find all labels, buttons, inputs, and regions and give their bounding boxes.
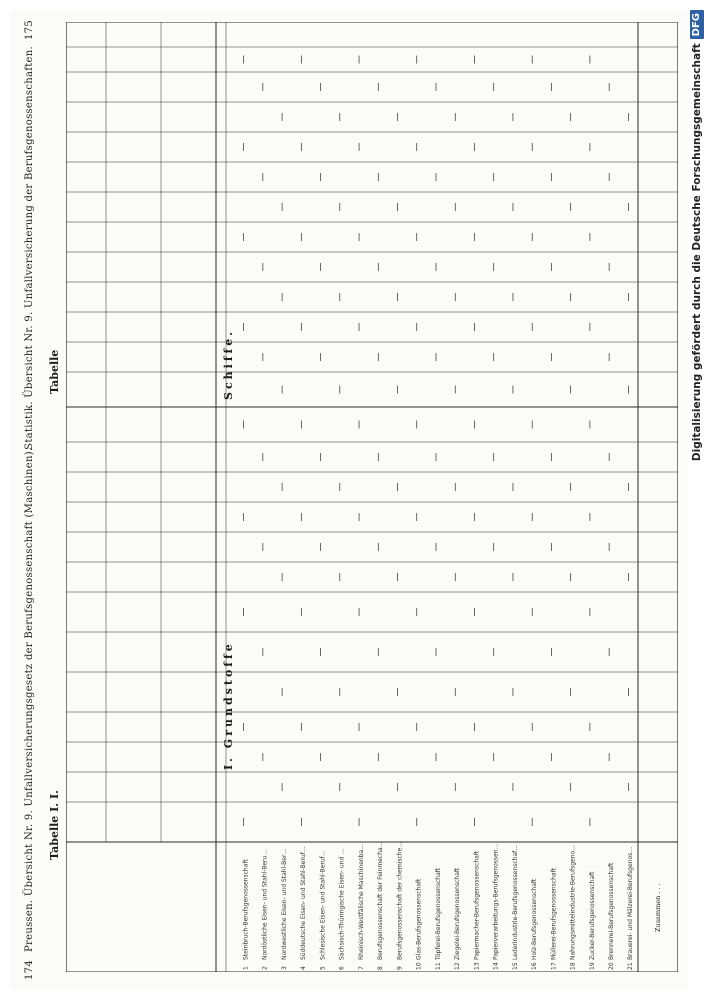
row-number: 1 <box>242 966 250 970</box>
row-label: Nahrungsmittelindustrie-Berufsgeno… <box>569 844 577 960</box>
left-table-title: Tabelle I. I. <box>48 790 61 860</box>
row-number: 21 <box>627 962 635 970</box>
row-label: Nordwestliche Eisen- und Stahl-Ber… <box>280 848 288 960</box>
row-label: Brauerei- und Mälzerei-Berufsgenos… <box>627 846 635 960</box>
row-label: Berufsgenossenschaft der chemische… <box>396 841 404 960</box>
row-label: Müllerei-Berufsgenossenschaft <box>550 868 558 960</box>
left-running-title: Preussen. Übersicht Nr. 9. Unfallversicherungsgesetz der Berufsgenossenschaft (Maschinen). <box>24 447 35 952</box>
rotated-table-frame <box>10 10 688 990</box>
row-label: Lederindustrie-Berufsgenossenschaf… <box>511 844 519 960</box>
statistics-table <box>66 22 678 972</box>
row-label: Töpferei-Berufsgenossenschaft <box>434 867 442 960</box>
row-number: 13 <box>473 962 481 970</box>
row-label: Papiermacher-Berufsgenossenschaft <box>473 850 481 960</box>
row-label: Süddeutsche Eisen- und Stahl-Beruf… <box>300 846 308 960</box>
row-number: 3 <box>280 966 288 970</box>
right-section-title: Schiffe. <box>222 328 235 400</box>
row-label: Papierverarbeitungs-Berufsgenossen… <box>492 843 500 960</box>
row-number: 14 <box>492 962 500 970</box>
row-number: 2 <box>261 966 269 970</box>
row-label: Brennerei-Berufsgenossenschaft <box>607 862 615 960</box>
row-label: Steinbruch-Berufsgenossenschaft <box>242 859 250 960</box>
row-number: 18 <box>569 962 577 970</box>
right-table-title: Tabelle <box>48 349 61 394</box>
running-header <box>24 20 40 980</box>
row-number: 11 <box>434 962 442 970</box>
right-page-number: 175 <box>24 20 35 40</box>
row-number: 6 <box>338 966 346 970</box>
dfg-funding-text: Digitalisierung gefördert durch die Deutsche Forschungsgemeinschaft <box>691 43 703 462</box>
row-label: Zucker-Berufsgenossenschaft <box>588 871 596 960</box>
row-number: 8 <box>377 966 385 970</box>
row-number: 7 <box>357 966 365 970</box>
row-label: Berufsgenossenschaft der Feinmecha… <box>377 841 385 960</box>
totals-label: Zusammen . . . <box>654 883 662 932</box>
row-number: 15 <box>511 962 519 970</box>
dfg-sidebar <box>689 10 705 990</box>
right-running-title: Statistik. Übersicht Nr. 9. Unfallversicherung der Berufsgenossenschaften. <box>24 46 35 450</box>
row-label: Rheinisch-Westfälische Maschinenba… <box>357 843 365 960</box>
row-label: Ziegelei-Berufsgenossenschaft <box>454 867 462 960</box>
row-label: Nordöstliche Eisen- und Stahl-Beru… <box>261 849 269 960</box>
row-number: 5 <box>319 966 327 970</box>
row-number: 4 <box>300 966 308 970</box>
row-label: Glas-Berufsgenossenschaft <box>415 878 423 960</box>
row-label: Holz-Berufsgenossenschaft <box>531 878 539 960</box>
row-number: 16 <box>531 962 539 970</box>
row-label: Schlesische Eisen- und Stahl-Beruf… <box>319 850 327 960</box>
row-number: 20 <box>607 962 615 970</box>
row-number: 9 <box>396 966 404 970</box>
left-section-title: I. Grundstoffe <box>222 641 235 770</box>
row-number: 12 <box>454 962 462 970</box>
row-number: 10 <box>415 962 423 970</box>
dfg-logo: DFG <box>690 10 704 39</box>
row-number: 19 <box>588 962 596 970</box>
row-number: 17 <box>550 962 558 970</box>
document-scan <box>10 10 688 990</box>
table-grid <box>66 22 678 972</box>
row-label: Sächsisch-Thüringische Eisen- und … <box>338 848 346 960</box>
left-page-number: 174 <box>24 960 35 980</box>
